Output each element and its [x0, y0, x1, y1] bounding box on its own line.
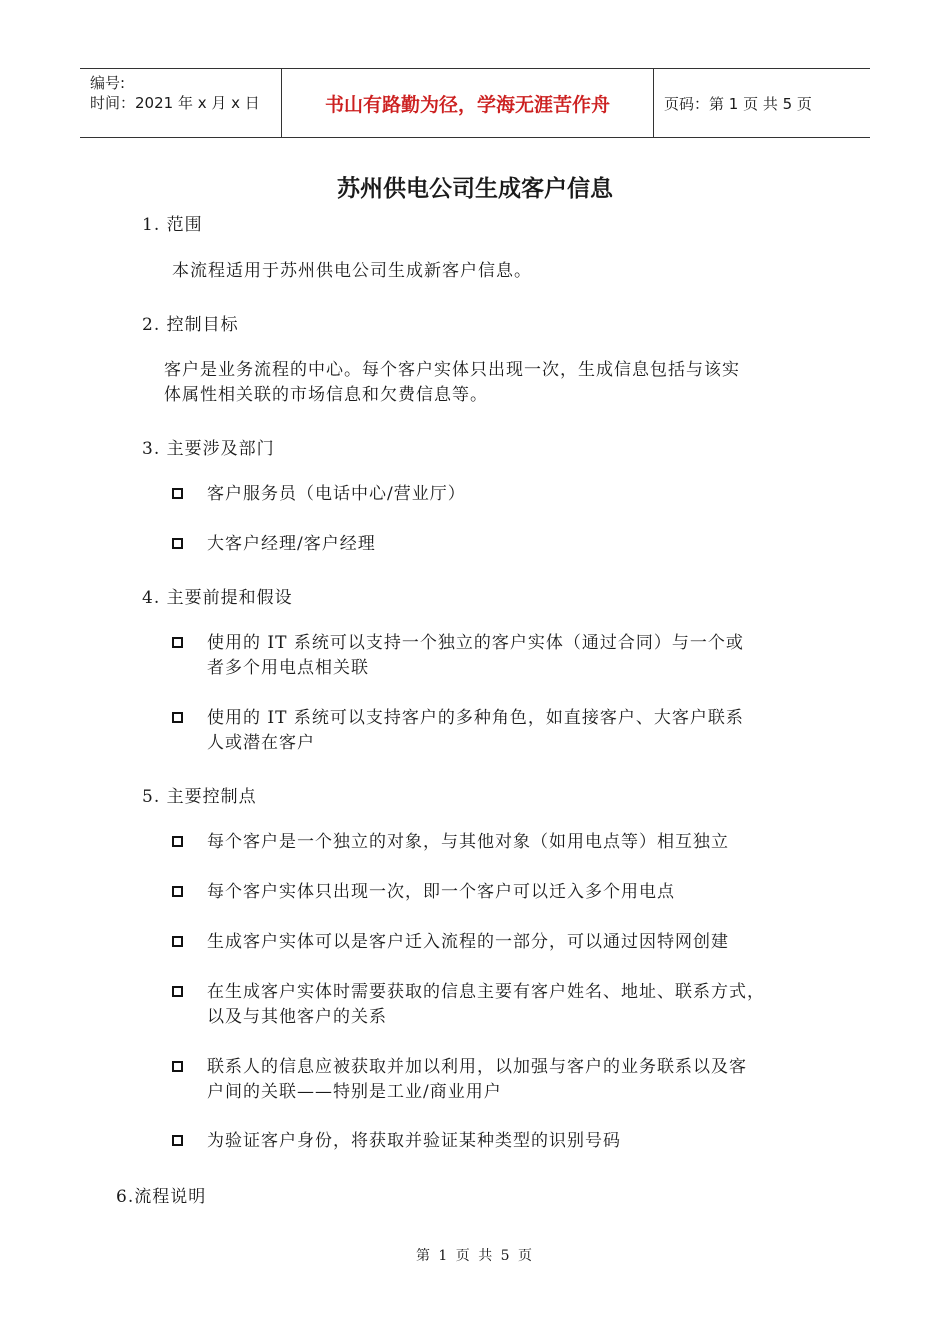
control-point-item — [172, 880, 832, 905]
checkbox-icon — [172, 986, 183, 997]
page-header — [80, 68, 870, 138]
control-point-item — [172, 830, 832, 855]
checkbox-icon — [172, 488, 183, 499]
checkbox-icon — [172, 637, 183, 648]
department-item — [172, 482, 832, 507]
department-item — [172, 532, 832, 557]
control-point-item — [172, 1055, 832, 1105]
checkbox-icon — [172, 836, 183, 847]
control-point-item — [172, 980, 832, 1030]
header-meta — [80, 69, 282, 137]
department-item-text: 大客户经理/客户经理 — [207, 534, 376, 554]
page-footer: 第 1 页 共 5 页 — [415, 1248, 535, 1264]
section-heading-scope: 1. 范围 — [142, 215, 203, 235]
department-item-text: 客户服务员（电话中心/营业厅） — [207, 484, 466, 504]
assumption-item-text: 使用的 IT 系统可以支持一个独立的客户实体（通过合同）与一个或 者多个用电点相关联 — [207, 633, 744, 678]
control-point-text: 为验证客户身份，将获取并验证某种类型的识别号码 — [207, 1131, 621, 1151]
document-title: 苏州供电公司生成客户信息 — [337, 176, 613, 202]
assumption-item — [172, 631, 832, 681]
objective-line: 体属性相关联的市场信息和欠费信息等。 — [164, 385, 488, 405]
scope-text: 本流程适用于苏州供电公司生成新客户信息。 — [172, 261, 532, 281]
section-heading-objective: 2. 控制目标 — [142, 315, 239, 335]
checkbox-icon — [172, 936, 183, 947]
checkbox-icon — [172, 886, 183, 897]
section-heading-departments: 3. 主要涉及部门 — [142, 439, 275, 459]
checkbox-icon — [172, 1135, 183, 1146]
document-number: 编号: — [90, 74, 126, 92]
objective-line: 客户是业务流程的中心。每个客户实体只出现一次，生成信息包括与该实 — [164, 360, 740, 380]
control-point-text: 联系人的信息应被获取并加以利用，以加强与客户的业务联系以及客 户间的关联——特别是工业/商业用户 — [207, 1057, 747, 1102]
control-point-item — [172, 930, 832, 955]
checkbox-icon — [172, 1061, 183, 1072]
control-point-text: 每个客户是一个独立的对象，与其他对象（如用电点等）相互独立 — [207, 832, 729, 852]
section-heading-control-points: 5. 主要控制点 — [142, 787, 257, 807]
header-motto: 书山有路勤为径，学海无涯苦作舟 — [282, 69, 654, 137]
control-point-item — [172, 1129, 832, 1154]
header-page-number: 页码：第 1 页 共 5 页 — [664, 94, 812, 113]
assumption-item — [172, 706, 832, 756]
document-time: 时间：2021 年 x 月 x 日 — [90, 94, 260, 112]
control-point-text: 在生成客户实体时需要获取的信息主要有客户姓名、地址、联系方式， 以及与其他客户的关系 — [207, 982, 765, 1027]
section-heading-assumptions: 4. 主要前提和假设 — [142, 588, 293, 608]
checkbox-icon — [172, 712, 183, 723]
objective-text — [164, 358, 844, 408]
assumption-item-text: 使用的 IT 系统可以支持客户的多种角色，如直接客户、大客户联系 人或潜在客户 — [207, 708, 744, 753]
checkbox-icon — [172, 538, 183, 549]
control-point-text: 每个客户实体只出现一次，即一个客户可以迁入多个用电点 — [207, 882, 675, 902]
section-heading-process: 6.流程说明 — [116, 1187, 207, 1207]
control-point-text: 生成客户实体可以是客户迁入流程的一部分，可以通过因特网创建 — [207, 932, 729, 952]
